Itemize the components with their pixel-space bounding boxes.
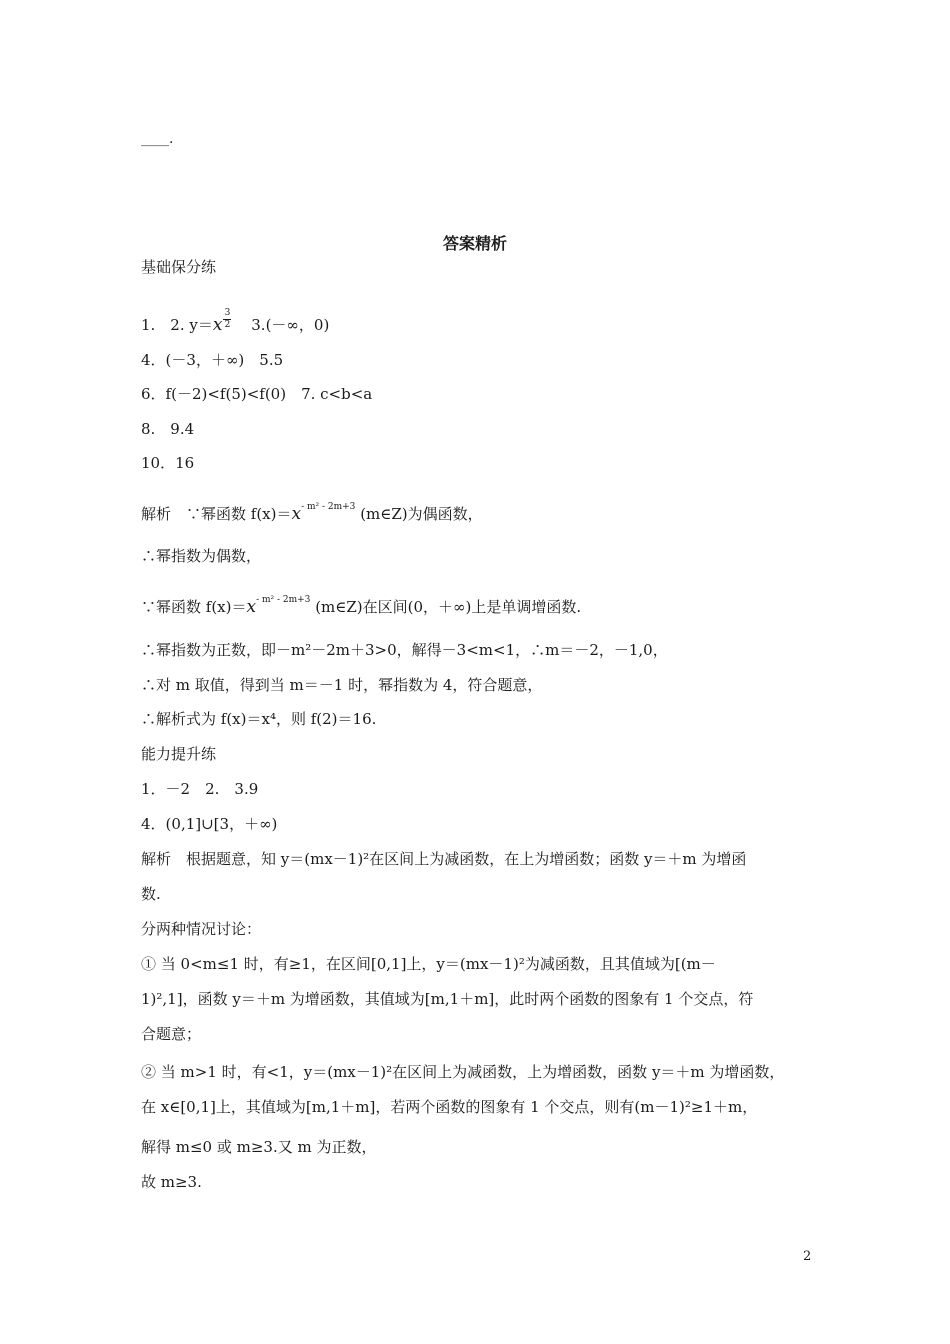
analysis-adv-1: 解析 根据题意，知 y＝(mx－1)²在区间上为减函数，在上为增函数；函数 y＝＋m 为增函	[141, 850, 747, 868]
analysis-text-a: 解析 ∵幂函数 f(x)＝	[141, 505, 292, 523]
analysis-text-b: (m∈Z)为偶函数，	[360, 505, 483, 523]
answer-adv-4: 4．(0,1]∪[3，＋∞)	[141, 815, 278, 833]
analysis-line-1	[141, 497, 483, 524]
answer-blank: ____.	[141, 131, 174, 147]
power-exponent: - m² - 2m+3	[256, 595, 311, 605]
analysis-line-6: ∴解析式为 f(x)＝x⁴，则 f(2)＝16.	[141, 710, 377, 728]
answer-line-10: 10．16	[141, 454, 195, 472]
case-2-line-3: 解得 m≤0 或 m≥3.又 m 为正数，	[141, 1138, 377, 1156]
case-2-line-1: ② 当 m>1 时，有<1，y＝(mx－1)²在区间上为减函数，上为增函数，函数 y＝＋m 为增函数，	[141, 1063, 785, 1081]
answer-2-y: y＝	[189, 316, 213, 334]
answer-1-2-label: 1. 2.	[141, 316, 185, 334]
case-1-line-3: 合题意；	[141, 1025, 202, 1043]
power-base: x	[291, 504, 302, 524]
case-2-line-2: 在 x∈[0,1]上，其值域为[m,1＋m]，若两个函数的图象有 1 个交点，则有(m－1)²≥1＋m，	[141, 1098, 758, 1116]
analysis-line-2: ∴幂指数为偶数，	[141, 547, 262, 565]
analysis-adv-2: 数.	[141, 885, 161, 903]
analysis-line-4: ∴幂指数为正数，即－m²－2m＋3>0，解得－3<m<1，∴m＝－2，－1,0，	[141, 641, 668, 659]
power-exponent-fraction	[223, 309, 231, 330]
power-base: x	[246, 597, 257, 617]
case-1-line-1: ① 当 0<m≤1 时，有≥1，在区间[0,1]上，y＝(mx－1)²为减函数，且其值域为[(m－	[141, 955, 716, 973]
conclusion-line: 故 m≥3.	[141, 1173, 202, 1191]
answer-line-1-3	[141, 309, 329, 335]
case-1-line-2: 1)²,1]，函数 y＝＋m 为增函数，其值域为[m,1＋m]，此时两个函数的图象有 1 个交点，符	[141, 990, 754, 1008]
page-number: 2	[803, 1249, 812, 1264]
answer-adv-1-3: 1．－2 2. 3.9	[141, 780, 259, 798]
power-exponent: - m² - 2m+3	[301, 502, 356, 512]
subsection-advanced: 能力提升练	[141, 745, 217, 763]
fraction-denominator: 2	[224, 320, 231, 330]
answer-3: 3.(－∞，0)	[236, 316, 330, 334]
power-base: x	[212, 315, 223, 335]
analysis-adv-3: 分两种情况讨论：	[141, 920, 262, 938]
answer-line-8-9: 8. 9.4	[141, 420, 195, 438]
analysis-text-c: ∵幂函数 f(x)＝	[141, 598, 247, 616]
answer-line-4-5: 4．(－3，＋∞) 5.5	[141, 351, 284, 369]
section-title: 答案精析	[442, 234, 507, 253]
answer-line-6-7: 6．f(－2)<f(5)<f(0) 7. c<b<a	[141, 385, 373, 403]
fraction-numerator: 3	[224, 308, 231, 318]
analysis-line-5: ∴对 m 取值，得到当 m＝－1 时，幂指数为 4，符合题意，	[141, 676, 543, 694]
subsection-basic: 基础保分练	[141, 258, 217, 276]
analysis-text-d: (m∈Z)在区间(0，＋∞)上是单调增函数.	[315, 598, 582, 616]
analysis-line-3	[141, 590, 581, 617]
